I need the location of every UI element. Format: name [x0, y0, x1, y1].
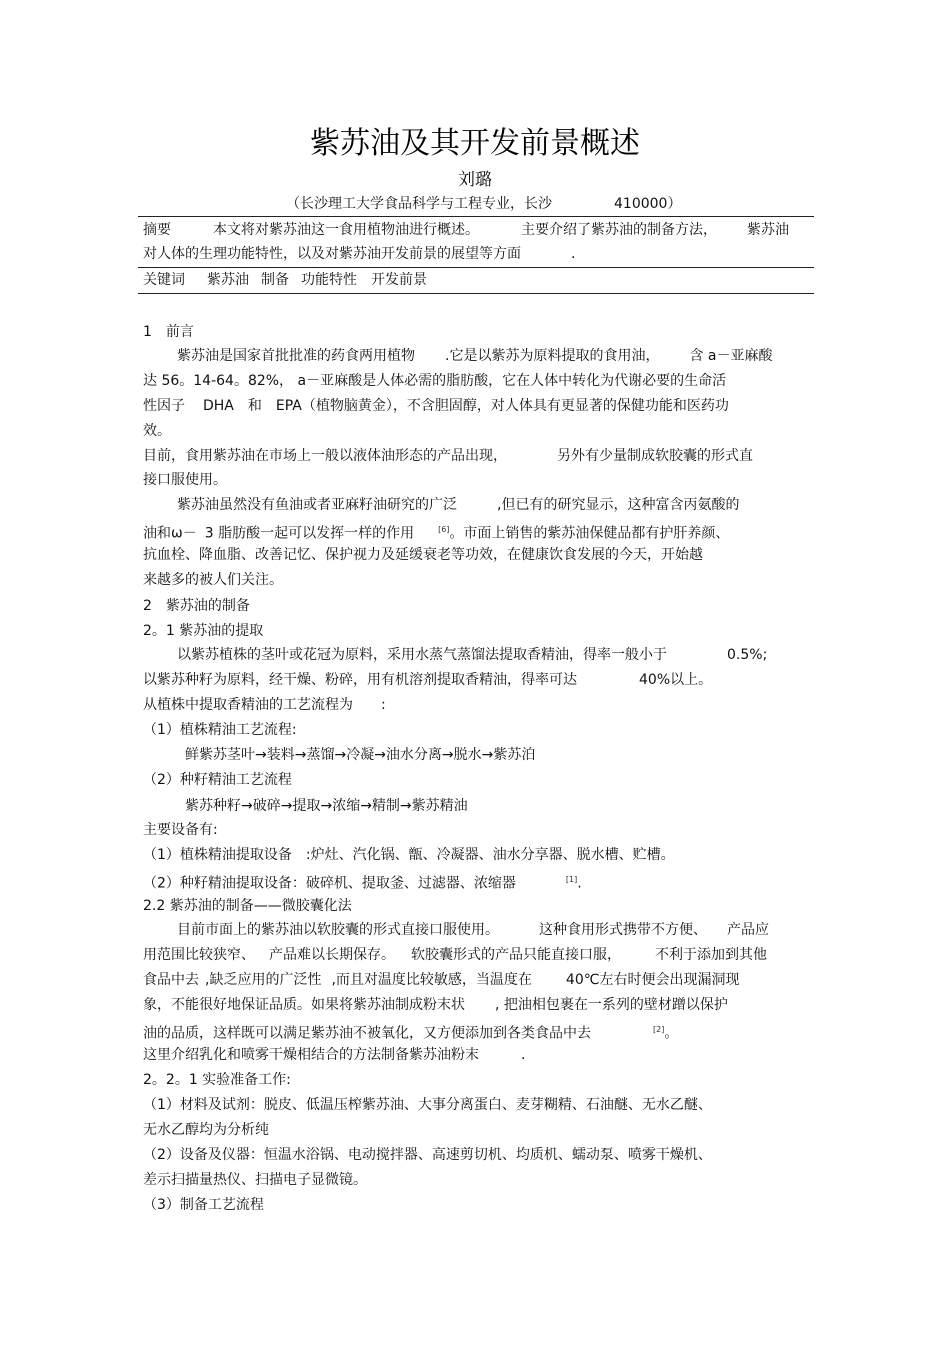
citation-ref: [1] — [565, 875, 578, 884]
list-item: 无水乙醇均为分析纯 — [143, 1122, 269, 1138]
paragraph-line: 以紫苏植株的茎叶或花冠为原料，采用水蒸气蒸馏法提取香精油，得率一般小于 0.5%; — [177, 647, 768, 663]
abstract-line-2: 对人体的生理功能特性，以及对紫苏油开发前景的展望等方面 . — [143, 246, 576, 262]
list-item: （1）植株精油工艺流程: — [143, 722, 297, 738]
paragraph-line: 目前，食用紫苏油在市场上一般以液体油形态的产品出现， 另外有少量制成软胶囊的形式直 — [143, 448, 753, 464]
list-item: （2）种籽精油工艺流程 — [143, 772, 292, 788]
paragraph-line: 象，不能很好地保证品质。如果将紫苏油制成粉末状 , 把油相包裹在一系列的壁材蹭以保护 — [143, 997, 728, 1013]
citation-ref: [6] — [438, 525, 450, 534]
paragraph-line: 用范围比较狭窄、 产品难以长期保存。 软胶囊形式的产品只能直接口服， 不利于添加到其他 — [143, 947, 767, 963]
list-item: （2）设备及仪器：恒温水浴锅、电动搅拌器、高速剪切机、均质机、蠕动泵、喷雾干燥机、 — [143, 1147, 712, 1163]
paragraph-line: 主要设备有: — [143, 822, 218, 838]
affiliation-text: （长沙理工大学食品科学与工程专业，长沙 — [286, 196, 552, 212]
keywords-line — [143, 270, 427, 290]
subsection-heading: 2。2。1 实验准备工作: — [143, 1072, 291, 1088]
keyword: 开发前景 — [371, 272, 427, 288]
paragraph-line: 紫苏油虽然没有鱼油或者亚麻籽油研究的广泛 ,但已有的研究显示，这种富含丙氨酸的 — [177, 497, 740, 513]
affiliation — [286, 194, 681, 214]
subsection-heading: 2。1 紫苏油的提取 — [143, 623, 264, 639]
paragraph-line: 抗血栓、降血脂、改善记忆、保护视力及延缓衰老等功效，在健康饮食发展的今天，开始越 — [143, 547, 703, 563]
list-item: （1）植株精油提取设备 :炉灶、汽化锅、甑、冷凝器、油水分享器、脱水槽、贮槽。 — [143, 847, 675, 863]
paragraph-line: 从植株中提取香精油的工艺流程为 : — [143, 697, 386, 713]
paragraph-line: 油和ω－ 3 脂肪酸一起可以发挥一样的作用 [6]。市面上销售的紫苏油保健品都有护肝养颜、 — [143, 525, 730, 542]
paragraph-line: 这里介绍乳化和喷雾干燥相结合的方法制备紫苏油粉末 . — [143, 1047, 526, 1063]
paragraph-line: 性因子 DHA 和 EPA（植物脑黄金），不含胆固醇，对人体具有更显著的保健功能和医药功 — [143, 398, 729, 414]
paragraph-line: 目前市面上的紫苏油以软胶囊的形式直接口服使用。 这种食用形式携带不方便、 产品应 — [177, 922, 769, 938]
keyword: 紫苏油 — [207, 272, 249, 288]
list-item: （3）制备工艺流程 — [143, 1197, 264, 1213]
citation-ref: [2] — [653, 1025, 665, 1034]
paragraph-line: 接口服使用。 — [143, 472, 227, 488]
process-flow: 鲜紫苏茎叶→装料→蒸馏→冷凝→油水分离→脱水→紫苏泊 — [185, 747, 536, 763]
paragraph-line: 来越多的被人们关注。 — [143, 572, 283, 588]
section-heading: 2 紫苏油的制备 — [143, 598, 250, 614]
postal-code: 410000） — [614, 196, 682, 212]
keyword: 制备 — [261, 272, 289, 288]
abstract-label: 摘要 — [143, 222, 171, 238]
abstract-top-rule — [138, 216, 814, 217]
author-name: 刘璐 — [458, 170, 492, 190]
paragraph-line: 以紫苏种籽为原料，经干燥、粉碎，用有机溶剂提取香精油，得率可达 40%以上。 — [143, 672, 713, 688]
subsection-heading: 2.2 紫苏油的制备——微胶囊化法 — [143, 898, 352, 914]
paper-title: 紫苏油及其开发前景概述 — [310, 126, 640, 161]
paragraph-line: 达 56。14-64。82%， a－亚麻酸是人体必需的脂肪酸，它在人体中转化为代谢必要的生命活 — [143, 373, 727, 389]
keywords-label: 关键词 — [143, 272, 185, 288]
keywords-rule — [138, 267, 814, 268]
list-item: 差示扫描量热仪、扫描电子显微镜。 — [143, 1172, 367, 1188]
paragraph-line: 食品中去 ,缺乏应用的广泛性 ,而且对温度比较敏感，当温度在 40℃左右时便会出现漏洞现 — [143, 972, 740, 988]
section-heading: 1 前言 — [143, 324, 194, 340]
abstract-line-1: 摘要 本文将对紫苏油这一食用植物油进行概述。 主要介绍了紫苏油的制备方法， 紫苏油 — [143, 222, 789, 238]
paragraph-line: 效。 — [143, 423, 171, 439]
list-item: （2）种籽精油提取设备：破碎机、提取釜、过滤器、浓缩器 [1]. — [143, 875, 582, 892]
keyword: 功能特性 — [301, 272, 357, 288]
list-item: （1）材料及试剂：脱皮、低温压榨紫苏油、大事分离蛋白、麦芽糊精、石油醚、无水乙醚、 — [143, 1097, 712, 1113]
paragraph-line: 紫苏油是国家首批批准的药食两用植物 .它是以紫苏为原料提取的食用油， 含 a－亚麻酸 — [177, 348, 773, 364]
process-flow: 紫苏种籽→破碎→提取→浓缩→精制→紫苏精油 — [185, 798, 468, 814]
abstract-bottom-rule — [138, 293, 814, 294]
paragraph-line: 油的品质，这样既可以满足紫苏油不被氧化，又方便添加到各类食品中去 [2]。 — [143, 1025, 679, 1042]
